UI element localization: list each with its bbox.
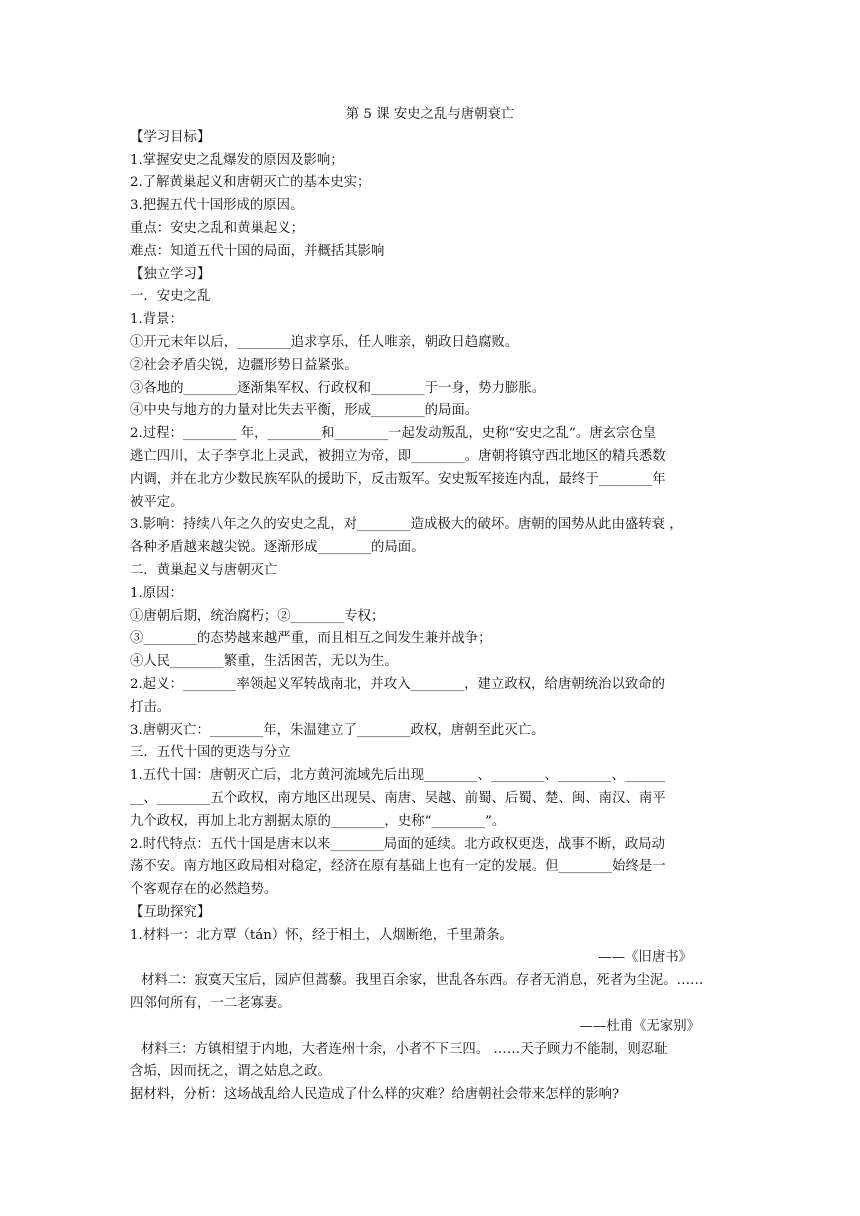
section-2-title: 二．黄巢起义与唐朝灭亡 <box>130 562 278 578</box>
source-1: ——《旧唐书》 <box>598 950 692 966</box>
goal-3: 3.把握五代十国形成的原因。 <box>130 198 304 214</box>
background-item-4: ④中央与地方的力量对比失去平衡，形成________的局面。 <box>130 403 479 419</box>
cause-item-1: ①唐朝后期，统治腐朽；②________专权； <box>130 608 385 624</box>
heading-cooperative-inquiry: 【互助探究】 <box>130 904 211 920</box>
section-3-title: 三．五代十国的更迭与分立 <box>130 745 291 761</box>
material-3-line-2: 含垢，因而抚之，谓之姑息之政。 <box>130 1064 331 1080</box>
source-2: ——杜甫《无家别》 <box>579 1018 700 1034</box>
process-line-3: 内调，并在北方少数民族军队的援助下，反击叛军。安史叛军接连内乱，最终于________年 <box>130 471 666 487</box>
goal-2: 2.了解黄巢起义和唐朝灭亡的基本史实； <box>130 175 371 191</box>
features-line-1: 2.时代特点：五代十国是唐末以来________局面的延续。北方政权更迭，战事不断，政局动 <box>130 836 666 852</box>
document-body <box>130 104 730 1107</box>
lesson-title: 第 5 课 安史之乱与唐朝衰亡 <box>345 107 515 122</box>
tang-fall: 3.唐朝灭亡：________年，朱温建立了________政权，唐朝至此灭亡。 <box>130 722 545 738</box>
goal-1: 1.掌握安史之乱爆发的原因及影响； <box>130 152 344 168</box>
analysis-question: 据材料，分析：这场战乱给人民造成了什么样的灾难？给唐朝社会带来怎样的影响? <box>130 1087 620 1103</box>
key-point: 重点：安史之乱和黄巢起义； <box>130 220 305 236</box>
process-line-2: 逃亡四川，太子李亨北上灵武，被拥立为帝，即________。唐朝将镇守西北地区的精兵悉数 <box>130 448 666 464</box>
influence-line-2: 各种矛盾越来越尖锐。逐渐形成________的局面。 <box>130 540 425 556</box>
background-item-1: ①开元末年以后，________追求享乐，任人唯亲，朝政日趋腐败。 <box>130 334 519 350</box>
process-line-4: 被平定。 <box>130 494 184 510</box>
difficult-point: 难点：知道五代十国的局面，并概括其影响 <box>130 243 385 259</box>
cause-item-3: ④人民________繁重，生活困苦，无以为生。 <box>130 654 398 670</box>
uprising-line-1: 2.起义：________率领起义军转战南北，并攻入________，建立政权，给唐朝统治以致命的 <box>130 676 666 692</box>
cause-item-2: ③________的态势越来越严重，而且相互之间发生兼并战争； <box>130 631 492 647</box>
material-3-line-1: 材料三：方镇相望于内地，大者连州十余，小者不下三四。 ……天子顾力不能制，则忍耻 <box>141 1041 668 1057</box>
features-line-2: 荡不安。南方地区政局相对稳定，经济在原有基础上也有一定的发展。但________始终是一 <box>130 859 666 875</box>
features-line-3: 个客观存在的必然趋势。 <box>130 882 278 898</box>
causes-label: 1.原因： <box>130 585 183 601</box>
influence-line-1: 3.影响：持续八年之久的安史之乱，对________造成极大的破坏。唐朝的国势从此由盛转衰 ， <box>130 517 683 533</box>
process-line-1: 2.过程：________ 年，________和________一起发动叛乱，史称“安史之乱”。唐玄宗仓皇 <box>130 426 657 442</box>
material-2-line-1: 材料二：寂寞天宝后，园庐但蒿藜。我里百余家，世乱各东西。存者无消息，死者为尘泥。…… <box>141 973 704 989</box>
background-item-3: ③各地的________逐渐集军权、行政权和________于一身，势力膨胀。 <box>130 380 546 396</box>
material-1: 1.材料一：北方覃（tán）怀，经于相土，人烟断绝，千里萧条。 <box>130 927 513 943</box>
wudai-line-1: 1.五代十国：唐朝灭亡后，北方黄河流域先后出现________、________、________、______ <box>130 768 666 784</box>
background-item-2: ②社会矛盾尖锐，边疆形势日益紧张。 <box>130 357 358 373</box>
background-label: 1.背景： <box>130 312 183 328</box>
heading-learning-goals: 【学习目标】 <box>130 129 211 145</box>
heading-independent-study: 【独立学习】 <box>130 266 211 282</box>
material-2-line-2: 四邻何所有，一二老寡妻。 <box>130 996 291 1012</box>
wudai-line-3: 九个政权，再加上北方割据太原的________，史称“________”。 <box>130 813 506 829</box>
wudai-line-2: __、________五个政权，南方地区出现吴、南唐、吴越、前蜀、后蜀、楚、闽、南汉、南平 <box>130 790 666 806</box>
section-1-title: 一．安史之乱 <box>130 289 211 305</box>
uprising-line-2: 打击。 <box>130 699 171 715</box>
